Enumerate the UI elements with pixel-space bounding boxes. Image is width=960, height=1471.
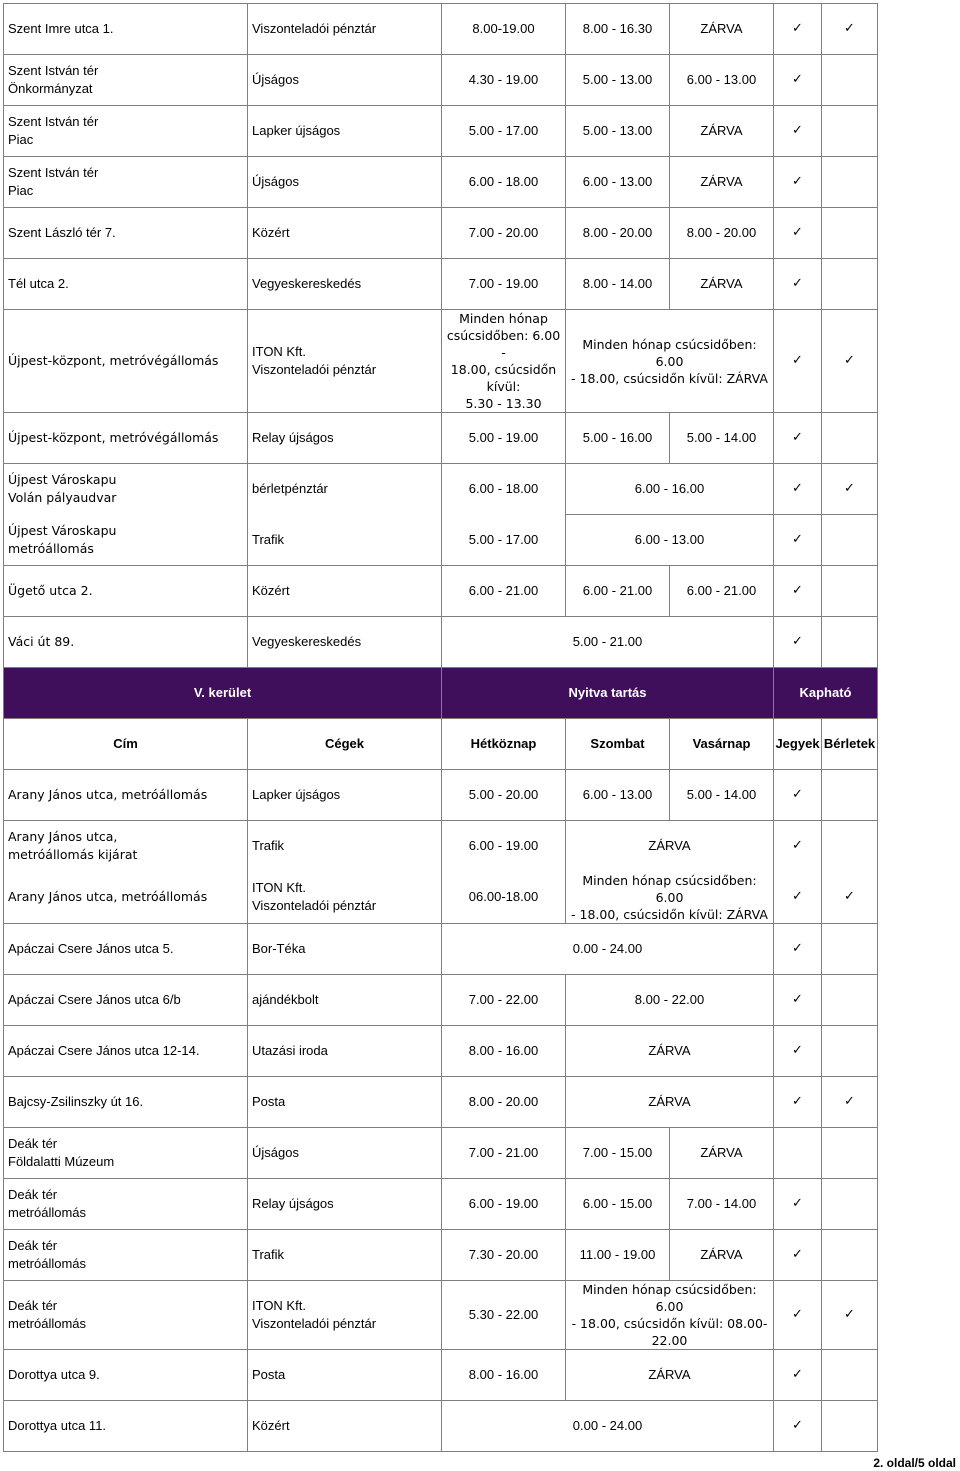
company-cell: Újságos — [248, 157, 442, 208]
weekday-cell: 8.00 - 16.00 — [442, 1025, 566, 1076]
company-cell: Bor-Téka — [248, 923, 442, 974]
address-cell: Tél utca 2. — [4, 259, 248, 310]
opening-hours-heading: Nyitva tartás — [442, 668, 774, 719]
pass-check-icon: ✓ — [822, 1076, 878, 1127]
ticket-check-icon: ✓ — [774, 770, 822, 821]
weekday-cell: 5.00 - 17.00 — [442, 106, 566, 157]
saturday-cell: 6.00 - 13.00 — [566, 157, 670, 208]
weekend-line: Minden hónap csúcsidőben: 6.00 — [582, 1281, 757, 1314]
weekend-line: - 18.00, csúcsidőn kívül: ZÁRVA — [571, 370, 768, 386]
address-cell: Ügető utca 2. — [4, 566, 248, 617]
col-header-passes: Bérletek — [822, 719, 878, 770]
weekday-cell: 6.00 - 18.00 — [442, 157, 566, 208]
ticket-check-icon: ✓ — [774, 872, 822, 924]
address-cell — [4, 1127, 248, 1178]
address-cell — [4, 1280, 248, 1349]
table-row — [4, 1400, 878, 1451]
company-cell: ajándékbolt — [248, 974, 442, 1025]
weekday-cell: 6.00 - 19.00 — [442, 821, 566, 872]
address-line: Deák tér — [8, 1186, 58, 1202]
pass-check-icon: ✓ — [822, 1280, 878, 1349]
address-cell: Dorottya utca 9. — [4, 1349, 248, 1400]
saturday-cell: 11.00 - 19.00 — [566, 1229, 670, 1280]
pass-check-icon — [822, 617, 878, 668]
pass-check-icon — [822, 208, 878, 259]
ticket-check-icon: ✓ — [774, 259, 822, 310]
sunday-cell: ZÁRVA — [670, 157, 774, 208]
pass-check-icon — [822, 1025, 878, 1076]
sunday-cell: 5.00 - 14.00 — [670, 413, 774, 464]
address-line: metróállomás — [8, 1255, 87, 1271]
saturday-cell: 5.00 - 16.00 — [566, 413, 670, 464]
address-cell: Apáczai Csere János utca 5. — [4, 923, 248, 974]
pass-check-icon — [822, 106, 878, 157]
company-cell — [248, 310, 442, 413]
pass-check-icon — [822, 413, 878, 464]
company-cell: Lapker újságos — [248, 106, 442, 157]
company-cell: Közért — [248, 1400, 442, 1451]
ticket-check-icon: ✓ — [774, 821, 822, 872]
address-line: Arany János utca, — [8, 829, 118, 845]
company-cell: Trafik — [248, 821, 442, 872]
sunday-cell: 8.00 - 20.00 — [670, 208, 774, 259]
table-row — [4, 974, 878, 1025]
company-cell: Újságos — [248, 55, 442, 106]
address-cell — [4, 55, 248, 106]
table-row — [4, 55, 878, 106]
ticket-check-icon: ✓ — [774, 1076, 822, 1127]
company-cell — [248, 872, 442, 924]
pass-check-icon — [822, 1127, 878, 1178]
address-cell: Újpest-központ, metróvégállomás — [4, 413, 248, 464]
sunday-cell: 5.00 - 14.00 — [670, 770, 774, 821]
pass-check-icon — [822, 157, 878, 208]
company-line: Viszonteladói pénztár — [252, 362, 377, 377]
table-row — [4, 1229, 878, 1280]
weekday-cell: 7.00 - 21.00 — [442, 1127, 566, 1178]
weekend-cell: 6.00 - 16.00 — [566, 464, 774, 515]
pass-check-icon — [822, 770, 878, 821]
address-line: Újpest Városkapu — [8, 472, 117, 488]
table-row — [4, 1178, 878, 1229]
address-line: metróállomás kijárat — [8, 847, 138, 863]
table-row — [4, 770, 878, 821]
ticket-check-icon: ✓ — [774, 923, 822, 974]
ticket-check-icon: ✓ — [774, 1349, 822, 1400]
weekend-line: - 18.00, csúcsidőn kívül: 08.00- — [571, 1315, 768, 1331]
address-line: Deák tér — [8, 1237, 58, 1253]
weekend-cell: ZÁRVA — [566, 821, 774, 872]
ticket-check-icon: ✓ — [774, 1280, 822, 1349]
table-row — [4, 617, 878, 668]
address-line: Deák tér — [8, 1135, 58, 1151]
sunday-cell: 6.00 - 21.00 — [670, 566, 774, 617]
pass-check-icon — [822, 515, 878, 566]
address-cell: Szent László tér 7. — [4, 208, 248, 259]
weekday-cell: 7.30 - 20.00 — [442, 1229, 566, 1280]
address-line: metróállomás — [8, 1315, 87, 1331]
company-cell: Vegyeskereskedés — [248, 617, 442, 668]
address-line: metróállomás — [8, 540, 94, 556]
pass-check-icon — [822, 1229, 878, 1280]
weekday-cell: 5.00 - 19.00 — [442, 413, 566, 464]
ticket-check-icon: ✓ — [774, 515, 822, 566]
weekday-line: Minden hónap — [459, 311, 548, 326]
table-row — [4, 259, 878, 310]
address-line: Volán pályaudvar — [8, 490, 117, 506]
company-line: Viszonteladói pénztár — [252, 1315, 377, 1331]
saturday-cell: 7.00 - 15.00 — [566, 1127, 670, 1178]
sunday-cell: ZÁRVA — [670, 106, 774, 157]
address-cell — [4, 1229, 248, 1280]
pass-check-icon: ✓ — [822, 464, 878, 515]
pass-check-icon: ✓ — [822, 872, 878, 924]
sunday-cell: 7.00 - 14.00 — [670, 1178, 774, 1229]
ticket-check-icon: ✓ — [774, 4, 822, 55]
sunday-cell: ZÁRVA — [670, 1127, 774, 1178]
weekend-cell: ZÁRVA — [566, 1349, 774, 1400]
weekday-line: 5.30 - 13.30 — [465, 396, 542, 411]
address-line: Szent István tér — [8, 63, 99, 78]
company-cell — [248, 1280, 442, 1349]
table-row — [4, 157, 878, 208]
hours-cell: 0.00 - 24.00 — [442, 923, 774, 974]
weekday-line: csúcsidőben: 6.00 - — [446, 328, 561, 360]
pass-check-icon — [822, 923, 878, 974]
company-cell: Relay újságos — [248, 1178, 442, 1229]
address-cell — [4, 1178, 248, 1229]
address-cell: Arany János utca, metróállomás — [4, 872, 248, 924]
company-line: Viszonteladói pénztár — [252, 898, 377, 913]
weekday-cell: 6.00 - 21.00 — [442, 566, 566, 617]
company-cell: Újságos — [248, 1127, 442, 1178]
table-row — [4, 872, 878, 924]
pass-check-icon — [822, 566, 878, 617]
weekend-cell — [566, 1280, 774, 1349]
hours-cell: 5.00 - 21.00 — [442, 617, 774, 668]
weekday-cell: 4.30 - 19.00 — [442, 55, 566, 106]
saturday-cell: 5.00 - 13.00 — [566, 55, 670, 106]
address-cell: Bajcsy-Zsilinszky út 16. — [4, 1076, 248, 1127]
weekend-cell: 8.00 - 22.00 — [566, 974, 774, 1025]
address-cell — [4, 157, 248, 208]
weekend-line: 22.00 — [651, 1332, 688, 1348]
pass-check-icon — [822, 55, 878, 106]
address-line: Piac — [8, 132, 34, 147]
ticket-check-icon: ✓ — [774, 1178, 822, 1229]
schedule-table — [3, 3, 878, 1452]
section-header-row — [4, 668, 878, 719]
company-cell: Viszonteladói pénztár — [248, 4, 442, 55]
company-line: ITON Kft. — [252, 344, 306, 359]
weekend-cell — [566, 872, 774, 924]
col-header-sunday: Vasárnap — [670, 719, 774, 770]
table-row — [4, 515, 878, 566]
pass-check-icon: ✓ — [822, 310, 878, 413]
weekday-cell: 5.30 - 22.00 — [442, 1280, 566, 1349]
ticket-check-icon: ✓ — [774, 413, 822, 464]
ticket-check-icon: ✓ — [774, 106, 822, 157]
sunday-cell: ZÁRVA — [670, 259, 774, 310]
address-line: Szent István tér — [8, 165, 99, 180]
weekday-cell: 6.00 - 18.00 — [442, 464, 566, 515]
address-cell: Apáczai Csere János utca 12-14. — [4, 1025, 248, 1076]
address-cell — [4, 821, 248, 872]
ticket-check-icon: ✓ — [774, 1229, 822, 1280]
pass-check-icon — [822, 1349, 878, 1400]
weekend-cell: ZÁRVA — [566, 1025, 774, 1076]
address-cell: Dorottya utca 11. — [4, 1400, 248, 1451]
address-line: Újpest Városkapu — [8, 522, 117, 538]
pass-check-icon — [822, 974, 878, 1025]
address-line: Deák tér — [8, 1297, 58, 1313]
company-cell: Lapker újságos — [248, 770, 442, 821]
weekday-cell: 7.00 - 20.00 — [442, 208, 566, 259]
col-header-tickets: Jegyek — [774, 719, 822, 770]
saturday-cell: 6.00 - 13.00 — [566, 770, 670, 821]
page-number: 2. oldal/5 oldal — [873, 1456, 956, 1470]
saturday-cell: 5.00 - 13.00 — [566, 106, 670, 157]
address-cell: Arany János utca, metróállomás — [4, 770, 248, 821]
col-header-address: Cím — [4, 719, 248, 770]
company-cell: Posta — [248, 1349, 442, 1400]
company-cell: Relay újságos — [248, 413, 442, 464]
company-cell: Közért — [248, 566, 442, 617]
company-cell: bérletpénztár — [248, 464, 442, 515]
sunday-cell: 6.00 - 13.00 — [670, 55, 774, 106]
weekday-cell — [442, 310, 566, 413]
company-line: ITON Kft. — [252, 1297, 306, 1313]
pass-check-icon — [822, 1400, 878, 1451]
table-row — [4, 1076, 878, 1127]
address-line: Földalatti Múzeum — [8, 1153, 115, 1169]
weekday-cell: 5.00 - 17.00 — [442, 515, 566, 566]
weekday-cell: 06.00-18.00 — [442, 872, 566, 924]
saturday-cell: 6.00 - 21.00 — [566, 566, 670, 617]
company-line: ITON Kft. — [252, 880, 306, 895]
table-row — [4, 821, 878, 872]
weekend-line: Minden hónap csúcsidőben: 6.00 — [582, 872, 757, 905]
pass-check-icon — [822, 821, 878, 872]
company-cell: Vegyeskereskedés — [248, 259, 442, 310]
address-cell: Újpest-központ, metróvégállomás — [4, 310, 248, 413]
table-row — [4, 566, 878, 617]
table-row — [4, 1025, 878, 1076]
saturday-cell: 6.00 - 15.00 — [566, 1178, 670, 1229]
address-cell: Váci út 89. — [4, 617, 248, 668]
company-cell: Trafik — [248, 515, 442, 566]
ticket-check-icon: ✓ — [774, 208, 822, 259]
address-line: metróállomás — [8, 1204, 87, 1220]
ticket-check-icon: ✓ — [774, 1400, 822, 1451]
ticket-check-icon: ✓ — [774, 617, 822, 668]
ticket-check-icon: ✓ — [774, 310, 822, 413]
address-cell — [4, 106, 248, 157]
col-header-weekday: Hétköznap — [442, 719, 566, 770]
weekday-cell: 7.00 - 22.00 — [442, 974, 566, 1025]
weekday-cell: 6.00 - 19.00 — [442, 1178, 566, 1229]
table-row — [4, 208, 878, 259]
address-line: Önkormányzat — [8, 81, 93, 96]
column-header-row — [4, 719, 878, 770]
saturday-cell: 8.00 - 20.00 — [566, 208, 670, 259]
ticket-check-icon: ✓ — [774, 464, 822, 515]
available-heading: Kapható — [774, 668, 878, 719]
ticket-check-icon: ✓ — [774, 974, 822, 1025]
col-header-saturday: Szombat — [566, 719, 670, 770]
address-cell — [4, 515, 248, 566]
weekday-cell: 8.00 - 20.00 — [442, 1076, 566, 1127]
hours-cell: 0.00 - 24.00 — [442, 1400, 774, 1451]
table-row — [4, 1280, 878, 1349]
weekend-line: Minden hónap csúcsidőben: 6.00 — [582, 336, 757, 369]
ticket-check-icon: ✓ — [774, 566, 822, 617]
table-row — [4, 413, 878, 464]
address-cell: Szent Imre utca 1. — [4, 4, 248, 55]
pass-check-icon — [822, 259, 878, 310]
table-row — [4, 106, 878, 157]
table-row — [4, 1127, 878, 1178]
saturday-cell: 8.00 - 16.30 — [566, 4, 670, 55]
col-header-companies: Cégek — [248, 719, 442, 770]
table-row — [4, 310, 878, 413]
pass-check-icon — [822, 1178, 878, 1229]
weekday-cell: 7.00 - 19.00 — [442, 259, 566, 310]
weekday-cell: 5.00 - 20.00 — [442, 770, 566, 821]
ticket-check-icon — [774, 1127, 822, 1178]
ticket-check-icon: ✓ — [774, 1025, 822, 1076]
weekend-cell: 6.00 - 13.00 — [566, 515, 774, 566]
ticket-check-icon: ✓ — [774, 55, 822, 106]
company-cell: Trafik — [248, 1229, 442, 1280]
table-row — [4, 1349, 878, 1400]
weekend-line: - 18.00, csúcsidőn kívül: ZÁRVA — [571, 906, 768, 922]
table-row — [4, 923, 878, 974]
weekend-cell — [566, 310, 774, 413]
weekday-cell: 8.00-19.00 — [442, 4, 566, 55]
ticket-check-icon: ✓ — [774, 157, 822, 208]
table-row — [4, 464, 878, 515]
district-heading: V. kerület — [4, 668, 442, 719]
table-row — [4, 4, 878, 55]
weekday-line: 18.00, csúcsidőn kívül: — [450, 362, 557, 394]
sunday-cell: ZÁRVA — [670, 1229, 774, 1280]
pass-check-icon: ✓ — [822, 4, 878, 55]
address-cell — [4, 464, 248, 515]
weekday-cell: 8.00 - 16.00 — [442, 1349, 566, 1400]
address-line: Szent István tér — [8, 114, 99, 129]
sunday-cell: ZÁRVA — [670, 4, 774, 55]
saturday-cell: 8.00 - 14.00 — [566, 259, 670, 310]
address-line: Piac — [8, 183, 34, 198]
company-cell: Posta — [248, 1076, 442, 1127]
company-cell: Utazási iroda — [248, 1025, 442, 1076]
address-cell: Apáczai Csere János utca 6/b — [4, 974, 248, 1025]
company-cell: Közért — [248, 208, 442, 259]
weekend-cell: ZÁRVA — [566, 1076, 774, 1127]
